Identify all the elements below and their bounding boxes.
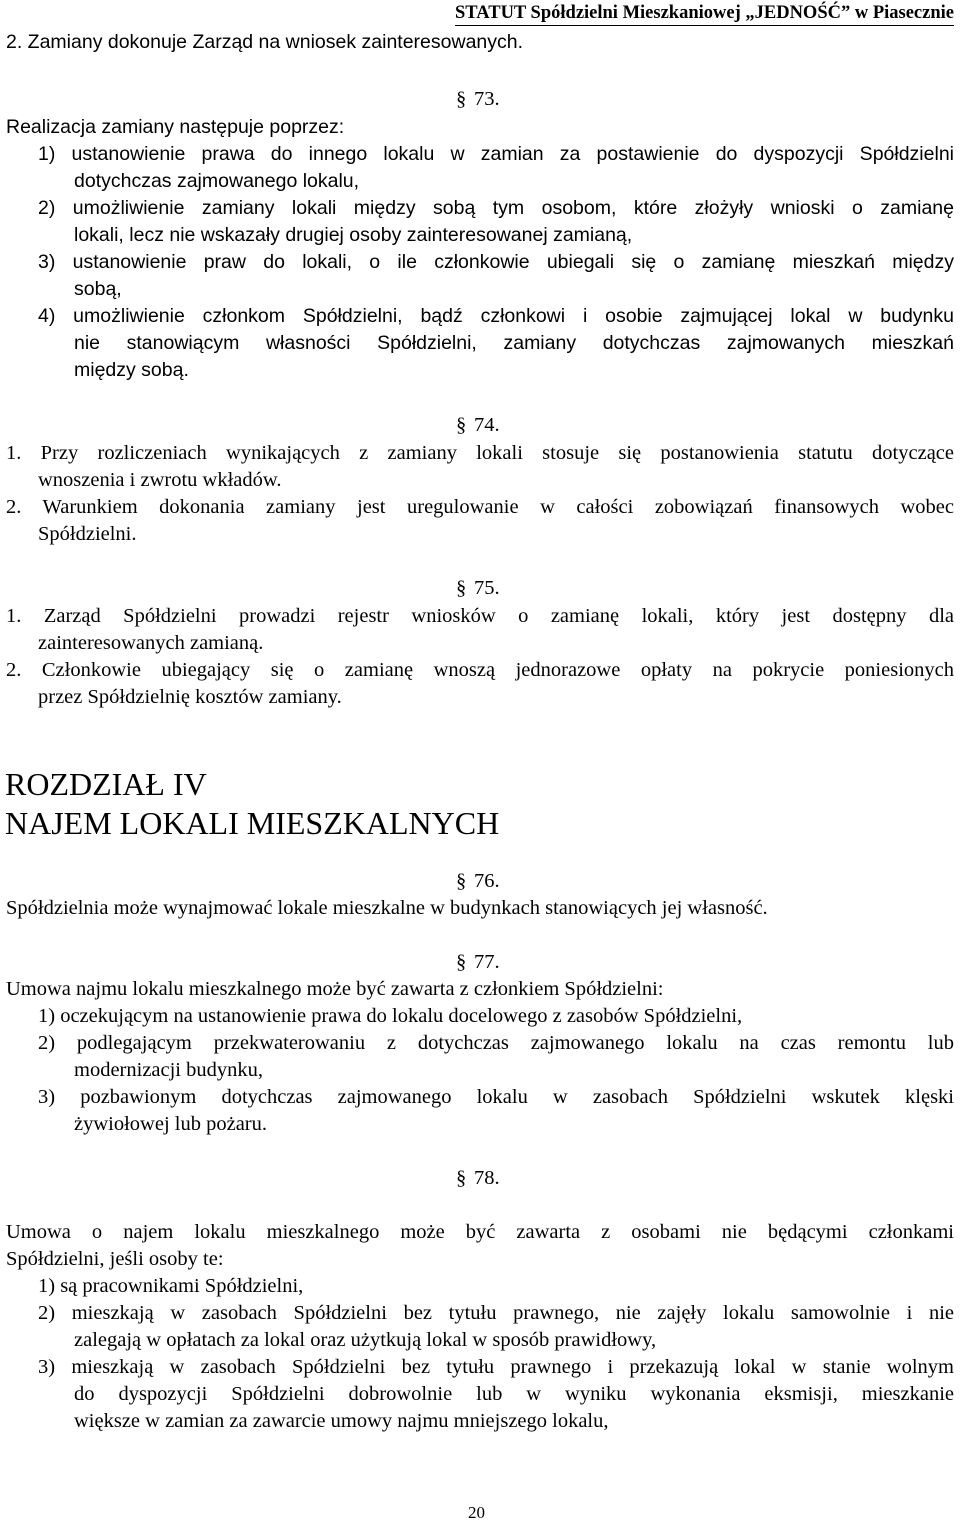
paragraph-line: Umowa o najem lokalu mieszkalnego może być zawarta z osobami nie będącymi członkami: [6, 1221, 954, 1243]
paragraph-line: Realizacja zamiany następuje poprzez:: [6, 116, 345, 138]
list-item: 3) mieszkają w zasobach Spółdzielni bez tytułu prawnego i przekazują lokal w stanie wolnym: [38, 1356, 954, 1378]
section-heading-78: [456, 1168, 500, 1189]
running-header: STATUT Spółdzielni Mieszkaniowej „JEDNOŚĆ” w Piasecznie: [455, 3, 954, 26]
list-item: 2. Warunkiem dokonania zamiany jest uregulowanie w całości zobowiązań finansowych wobec: [6, 496, 954, 518]
list-item: 1) ustanowienie prawa do innego lokalu w zamian za postawienie do dyspozycji Spółdzielni: [38, 143, 954, 165]
list-item-continuation: nie stanowiącym własności Spółdzielni, zamiany dotychczas zajmowanych mieszkań: [74, 332, 954, 354]
list-item-continuation: żywiołowej lub pożaru.: [74, 1113, 267, 1135]
list-item-continuation: sobą,: [74, 278, 122, 300]
list-item-continuation: lokali, lecz nie wskazały drugiej osoby zainteresowanej zamianą,: [74, 224, 633, 246]
section-heading-75: [456, 578, 500, 599]
list-item: 3) ustanowienie praw do lokali, o ile członkowie ubiegali się o zamianę mieszkań między: [38, 251, 954, 273]
list-item: 1) oczekującym na ustanowienie prawa do lokalu docelowego z zasobów Spółdzielni,: [38, 1005, 743, 1027]
list-item: 2) podlegającym przekwaterowaniu z dotychczas zajmowanego lokalu na czas remontu lub: [38, 1032, 954, 1054]
list-item-continuation: większe w zamian za zawarcie umowy najmu mniejszego lokalu,: [74, 1410, 609, 1432]
section-mark: §: [456, 951, 467, 973]
list-item: 2) mieszkają w zasobach Spółdzielni bez tytułu prawnego, nie zajęły lokalu samowolnie i nie: [38, 1302, 954, 1324]
list-item: 2) umożliwienie zamiany lokali między sobą tym osobom, które złożyły wnioski o zamianę: [38, 197, 954, 219]
section-number: 76.: [474, 870, 500, 892]
section-mark: §: [456, 870, 467, 892]
section-heading-76: [456, 871, 500, 892]
list-item: 1. Zarząd Spółdzielni prowadzi rejestr wniosków o zamianę lokali, który jest dostępny dla: [6, 605, 954, 627]
chapter-title: ROZDZIAŁ IV: [5, 766, 207, 802]
list-item: 2. Członkowie ubiegający się o zamianę wnoszą jednorazowe opłaty na pokrycie poniesionych: [6, 659, 954, 681]
list-item: 4) umożliwienie członkom Spółdzielni, bądź członkowi i osobie zajmującej lokal w budynku: [38, 305, 954, 327]
paragraph-line: Umowa najmu lokalu mieszkalnego może być zawarta z członkiem Spółdzielni:: [6, 978, 664, 1000]
paragraph-line: Spółdzielnia może wynajmować lokale mieszkalne w budynkach stanowiących jej własność.: [6, 897, 768, 919]
list-item-continuation: między sobą.: [74, 359, 189, 381]
page-number: 20: [468, 1503, 485, 1522]
section-mark: §: [456, 577, 467, 599]
list-item: 1. Przy rozliczeniach wynikających z zamiany lokali stosuje się postanowienia statutu dotyczące: [6, 442, 954, 464]
section-number: 77.: [474, 951, 500, 973]
section-number: 73.: [474, 88, 500, 110]
paragraph-line: 2. Zamiany dokonuje Zarząd na wniosek zainteresowanych.: [6, 31, 524, 53]
section-mark: §: [456, 414, 467, 436]
list-item-continuation: przez Spółdzielnię kosztów zamiany.: [38, 686, 342, 708]
section-number: 78.: [474, 1167, 500, 1189]
section-heading-77: [456, 952, 500, 973]
list-item-continuation: dotychczas zajmowanego lokalu,: [74, 170, 360, 192]
list-item-continuation: modernizacji budynku,: [74, 1059, 264, 1081]
paragraph-line: Spółdzielni, jeśli osoby te:: [6, 1248, 224, 1270]
list-item-continuation: zalegają w opłatach za lokal oraz użytkują lokal w sposób prawidłowy,: [74, 1329, 657, 1351]
section-heading-73: [456, 89, 500, 110]
section-mark: §: [456, 88, 467, 110]
section-number: 75.: [474, 577, 500, 599]
section-number: 74.: [474, 414, 500, 436]
section-heading-74: [456, 415, 500, 436]
list-item-continuation: wnoszenia i zwrotu wkładów.: [38, 469, 282, 491]
section-mark: §: [456, 1167, 467, 1189]
chapter-subtitle: NAJEM LOKALI MIESZKALNYCH: [5, 805, 500, 841]
list-item-continuation: zainteresowanych zamianą.: [38, 632, 264, 654]
list-item-continuation: do dyspozycji Spółdzielni dobrowolnie lub w wyniku wykonania eksmisji, mieszkanie: [74, 1383, 954, 1405]
list-item: 1) są pracownikami Spółdzielni,: [38, 1275, 304, 1297]
list-item-continuation: Spółdzielni.: [38, 523, 137, 545]
list-item: 3) pozbawionym dotychczas zajmowanego lokalu w zasobach Spółdzielni wskutek klęski: [38, 1086, 954, 1108]
